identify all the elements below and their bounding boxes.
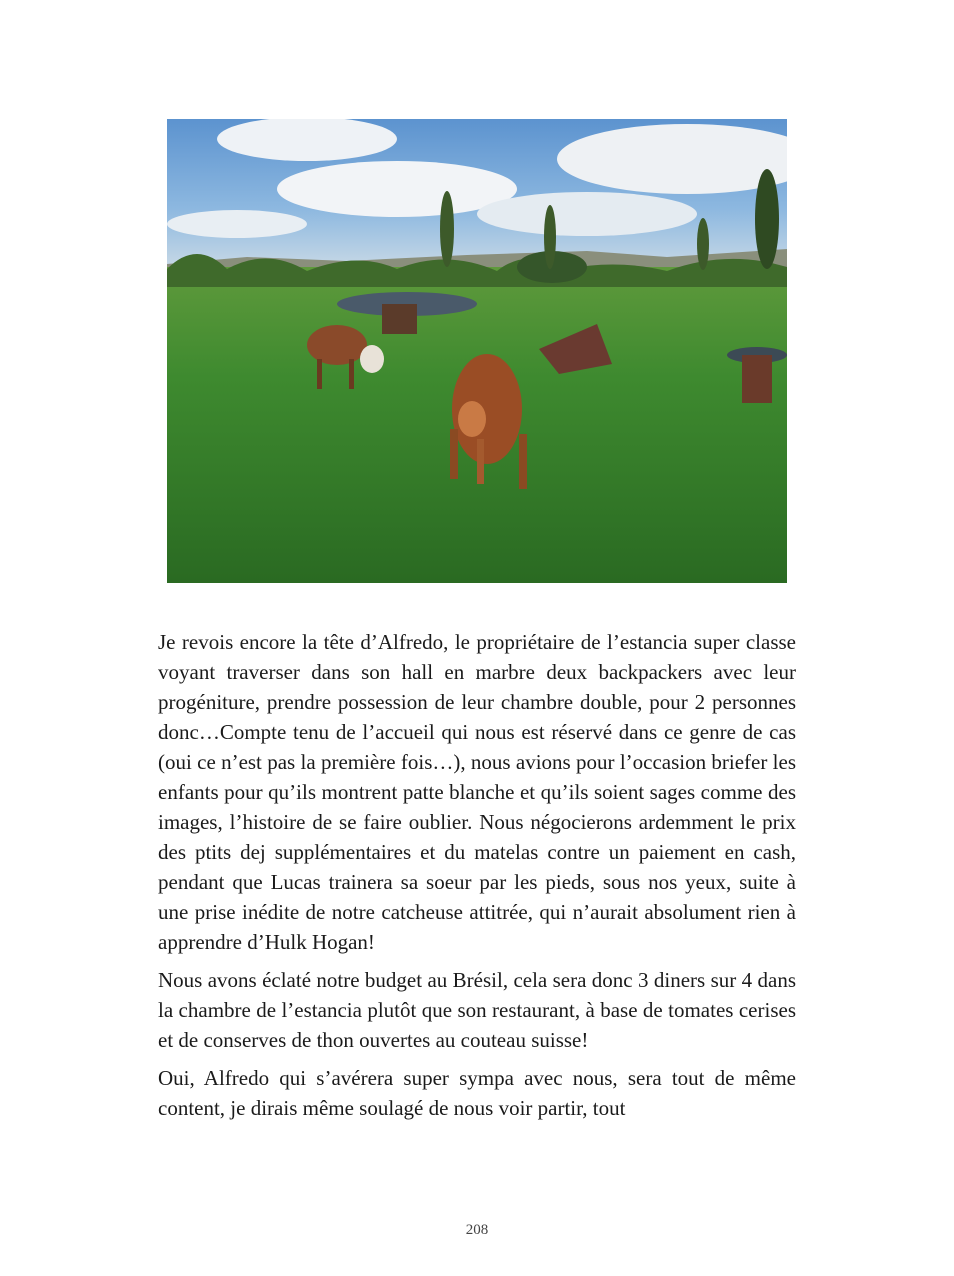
photo-cows-grazing-on-lawn: [167, 119, 787, 583]
photo: [167, 119, 787, 583]
paragraph: Je revois encore la tête d’Alfredo, le propriétaire de l’estancia super classe voyant traverser dans son hall en marbre deux backpackers avec leur progéniture, prendre possession de leur chambre double, pour 2 personnes donc…Compte tenu de l’accueil qui nous est réservé dans ce genre de cas (oui ce n’est pas la première fois…), nous avions pour l’occasion briefer les enfants pour qu’ils montrent patte blanche et qu’ils soient sages comme des images, l’histoire de se faire oublier. Nous négocierons ardemment le prix des ptits dej supplémentaires et du matelas contre un paiement en cash, pendant que Lucas trainera sa soeur par les pieds, sous nos yeux, suite à une prise inédite de notre catcheuse attitrée, qui n’aurait absolument rien à apprendre d’Hulk Hogan!: [158, 630, 796, 954]
paragraph: Oui, Alfredo qui s’avérera super sympa avec nous, sera tout de même content, je dirais même soulagé de nous voir partir, tout: [158, 1066, 796, 1120]
body-text: [158, 627, 796, 1131]
paragraph: Nous avons éclaté notre budget au Brésil, cela sera donc 3 diners sur 4 dans la chambre de l’estancia plutôt que son restaurant, à base de tomates cerises et de conserves de thon ouvertes au couteau suisse!: [158, 968, 796, 1052]
page-number: 208: [465, 1222, 489, 1238]
